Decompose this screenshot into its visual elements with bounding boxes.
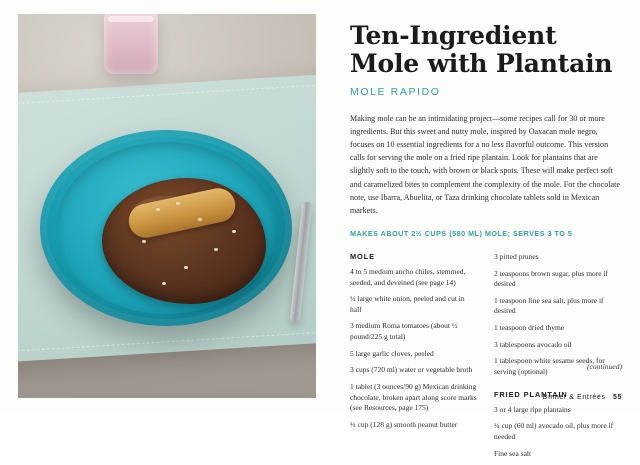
sesame-seed: [142, 240, 146, 243]
sesame-seed: [162, 282, 166, 285]
ingredient-item: 3 or 4 large ripe plantains: [494, 404, 571, 414]
recipe-intro: Making mole can be an intimidating project—some recipes call for 30 or more ingredients. But this sweet and nutty mole, inspired by Oaxacan mole negro, focuses on 10 essential ingredients for a no less flavorful outcome. This version calls for serving the mole on a fried ripe plantain. Look for plantains that are slightly soft to the touch, with brown or black spots. These will make perfect soft and caramelized bites to complement the complexity of the mole. For the chocolate note, use Ibarra, Abuelita, or Taza drinking chocolate tablets sold in Mexican markets.: [350, 114, 620, 215]
mole-sauce: [102, 178, 266, 304]
sesame-seed: [184, 266, 188, 269]
ingredient-item: 1 teaspoon fine sea salt, plus more if desired: [494, 295, 604, 316]
plate-rim: [56, 142, 276, 314]
recipe-subtitle: MOLE RAPIDO: [350, 86, 441, 98]
fried-plantain: [126, 185, 239, 241]
ingredient-item: Fine sea salt: [494, 448, 532, 458]
footer-page-number: 55: [613, 394, 622, 401]
turquoise-plate: [40, 130, 292, 326]
ingredient-item: 3 medium Roma tomatoes (about ½ pound/225 g total): [350, 321, 458, 342]
recipe-photo: [18, 14, 316, 398]
ingredient-item: ⅓ cup (128 g) smooth peanut butter: [350, 419, 458, 429]
ingredient-item: 1 teaspoon dried thyme: [494, 323, 565, 333]
recipe-yield: MAKES ABOUT 2½ CUPS (580 ML) MOLE; SERVES 3 TO 5: [350, 228, 573, 238]
sesame-seed: [232, 230, 236, 233]
ingredient-item: 1 tablespoon white sesame seeds, for serving (optional): [494, 356, 605, 376]
ingredient-item: 1 tablet (3 ounces/90 g) Mexican drinking chocolate, broken apart along score marks (see Resources, page 175): [350, 382, 477, 413]
sesame-seed: [198, 218, 202, 221]
ingredient-item: 5 large garlic cloves, peeled: [350, 348, 434, 358]
ingredient-item: 4 to 5 medium ancho chiles, stemmed, seeded, and deveined (see page 14): [350, 266, 466, 287]
sesame-seed: [214, 248, 218, 251]
ingredient-item: ¼ cup (60 ml) avocado oil, plus more if needed: [494, 421, 614, 441]
continued-note: (continued): [586, 362, 622, 371]
ingredient-item: 2 teaspoons brown sugar, plus more if desired: [494, 268, 609, 289]
ingredient-item: 3 pitted prunes: [494, 251, 539, 261]
ingredient-column-left: [350, 252, 478, 465]
page-footer: [543, 394, 622, 401]
sesame-seed: [156, 208, 160, 211]
drinking-glass: [104, 14, 158, 74]
footer-chapter: Dinner & Entrées: [542, 394, 606, 401]
section-heading-fried-plantain: FRIED PLANTAIN: [494, 389, 568, 399]
ingredient-item: 3 tablespoons avocado oil: [494, 339, 572, 349]
ingredient-item: 3 cups (720 ml) water or vegetable broth: [350, 365, 473, 375]
ingredient-item: ½ large white onion, peeled and cut in half: [350, 294, 465, 314]
section-heading-mole: MOLE: [350, 251, 375, 261]
recipe-title: Ten-Ingredient Mole with Plantain: [350, 21, 613, 78]
sesame-seed: [176, 202, 180, 205]
ingredient-columns: [350, 252, 622, 465]
ingredient-column-right: [494, 252, 622, 465]
